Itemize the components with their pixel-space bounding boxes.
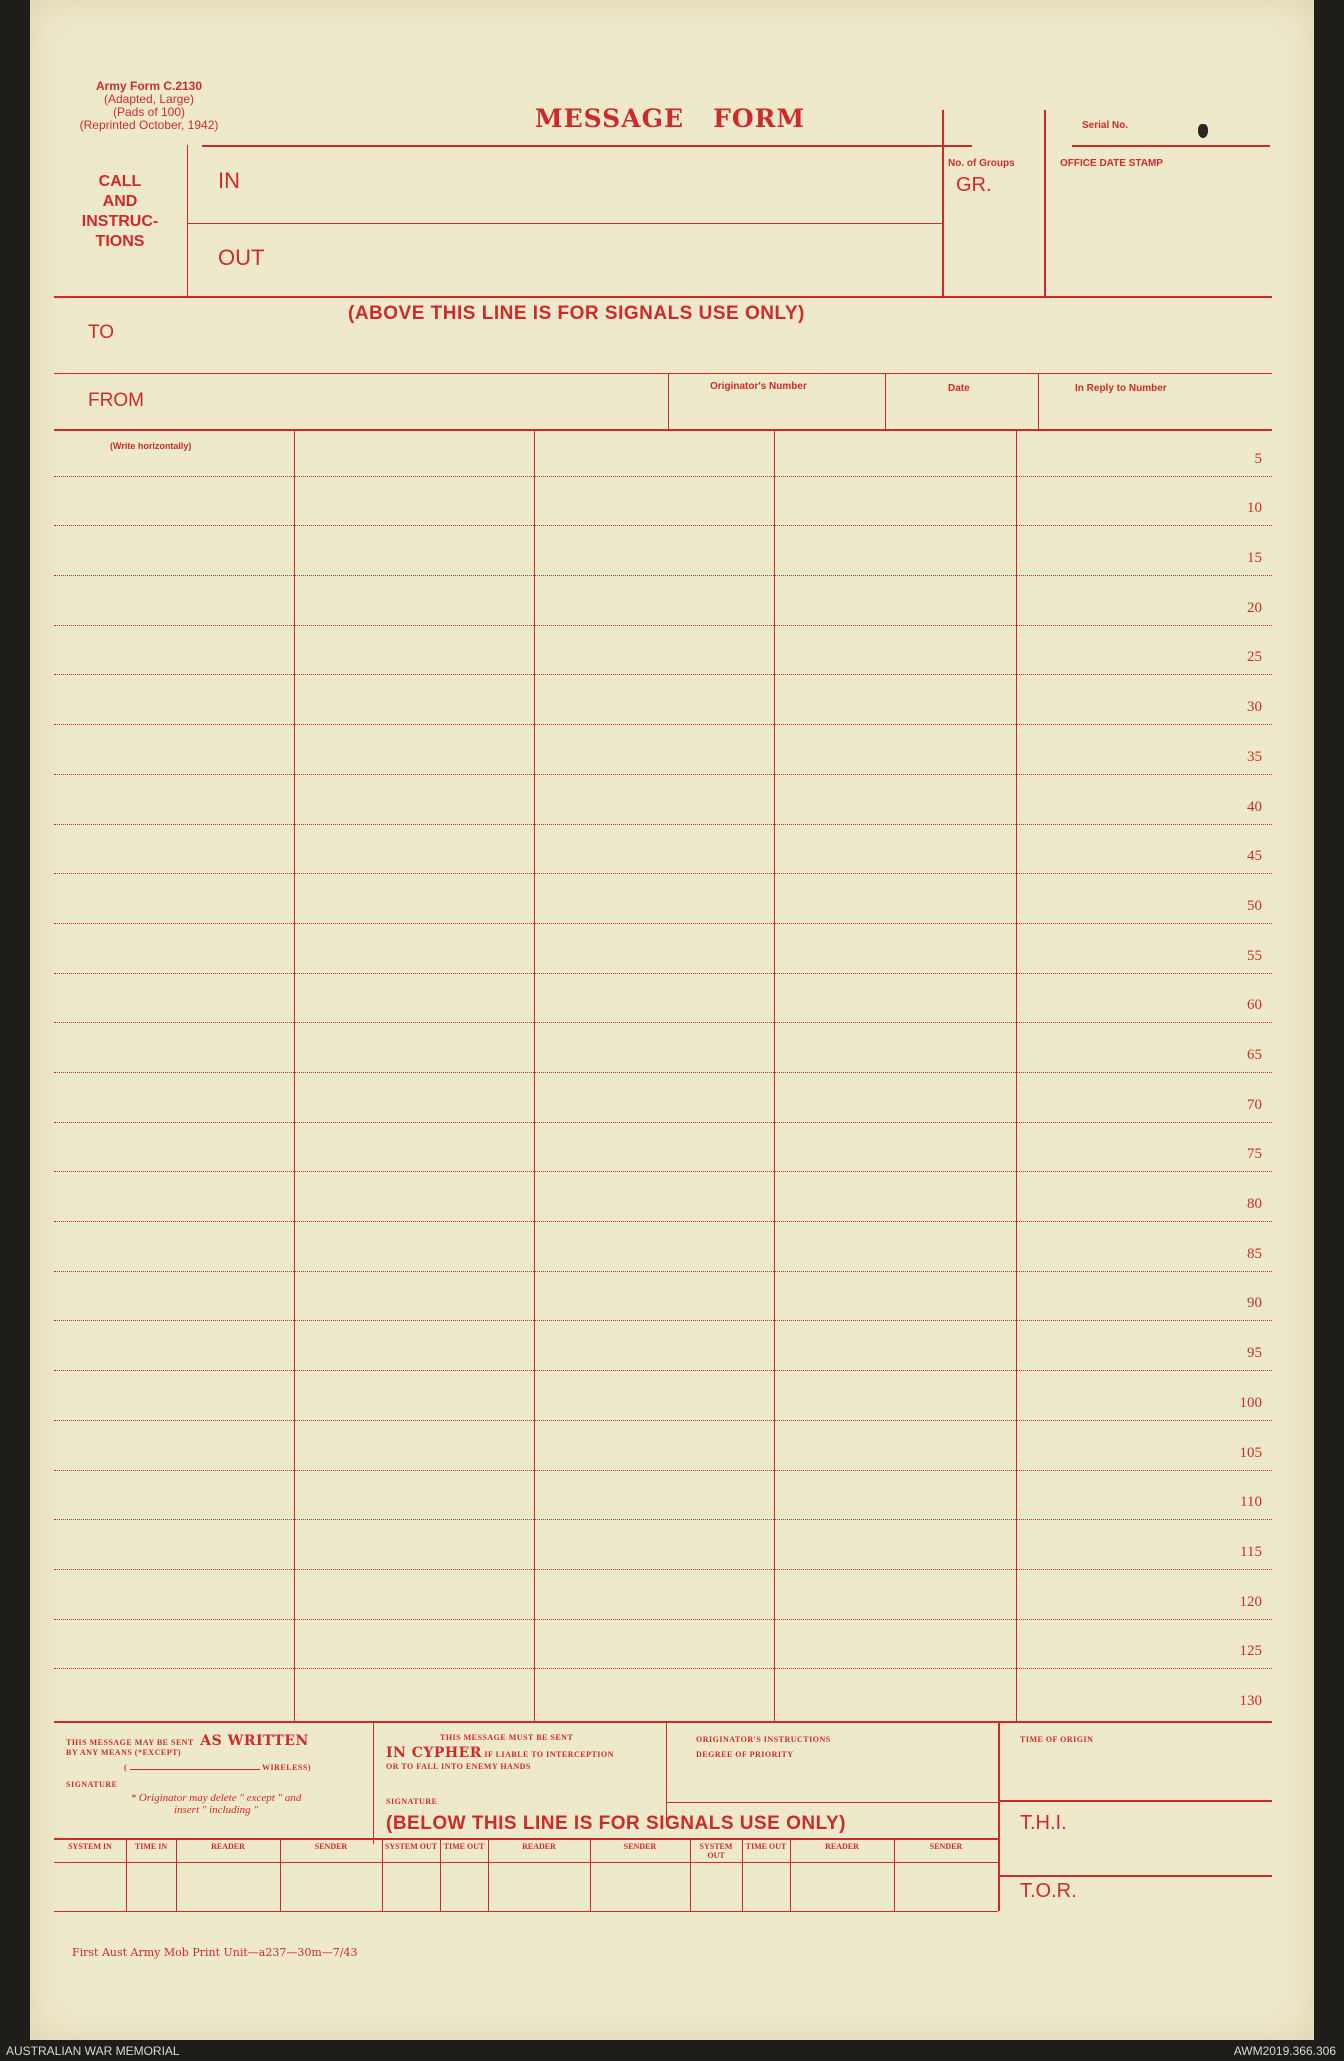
signals-table-header: SYSTEM IN (68, 1842, 112, 1851)
grid-row-line (54, 1221, 1272, 1222)
may-be-sent: THIS MESSAGE MAY BE SENT (66, 1738, 194, 1747)
grid-row-line (54, 724, 1272, 725)
row-number: 55 (1247, 947, 1262, 964)
in-cypher: IN CYPHER (386, 1745, 482, 1761)
grid-col-4 (1016, 429, 1017, 1721)
by-any-means: BY ANY MEANS (*EXCEPT) (66, 1748, 182, 1757)
row-number: 80 (1247, 1196, 1262, 1213)
as-written: AS WRITTEN (200, 1733, 309, 1749)
grid-row-line (54, 625, 1272, 626)
signals-above-rule (54, 296, 1272, 298)
if-liable: IF LIABLE TO INTERCEPTION (484, 1750, 614, 1759)
signals-table-header: READER (825, 1842, 859, 1851)
thi-rule (998, 1875, 1272, 1877)
from-divider-1 (668, 373, 669, 429)
grid-row-line (54, 1569, 1272, 1570)
from-divider-3 (1038, 373, 1039, 429)
row-number: 45 (1247, 848, 1262, 865)
message-bottom-rule (54, 1721, 1272, 1723)
date-label: Date (948, 383, 970, 394)
reply-label: In Reply to Number (1075, 383, 1167, 394)
call-line-4: TIONS (95, 233, 145, 250)
in-out-rule (187, 223, 942, 224)
row-number: 10 (1247, 500, 1262, 517)
top-divider-1 (942, 110, 944, 296)
grid-row-line (54, 1171, 1272, 1172)
grid-row-line (54, 1370, 1272, 1371)
grid-row-line (54, 774, 1272, 775)
row-number: 25 (1247, 649, 1262, 666)
row-number: 95 (1247, 1345, 1262, 1362)
grid-row-line (54, 1320, 1272, 1321)
row-number: 30 (1247, 699, 1262, 716)
out-label: OUT (218, 245, 265, 270)
row-number: 5 (1254, 450, 1262, 467)
signals-table-header: SYSTEM OUT (699, 1842, 733, 1860)
orig-instructions: ORIGINATOR'S INSTRUCTIONS (696, 1735, 831, 1744)
row-number: 90 (1247, 1295, 1262, 1312)
signals-table-header: SENDER (314, 1842, 348, 1851)
signals-table-header: TIME OUT (745, 1842, 787, 1851)
top-divider-2 (1044, 110, 1046, 296)
grid-row-line (54, 575, 1272, 576)
must-be-sent: THIS MESSAGE MUST BE SENT (440, 1733, 574, 1742)
originator-note (66, 1792, 366, 1816)
row-number: 100 (1239, 1394, 1262, 1411)
archive-footer (0, 2040, 1344, 2061)
from-label: FROM (88, 390, 144, 411)
signals-above-text: (ABOVE THIS LINE IS FOR SIGNALS USE ONLY) (348, 303, 805, 324)
signals-table-header: READER (211, 1842, 245, 1851)
call-divider (187, 145, 188, 296)
originator-note-1: * Originator may delete " except " and (130, 1792, 302, 1804)
row-number: 125 (1239, 1643, 1262, 1660)
wireless: WIRELESS) (262, 1763, 311, 1772)
row-number: 70 (1247, 1096, 1262, 1113)
signals-table-header: TIME IN (134, 1842, 168, 1851)
row-number: 15 (1247, 550, 1262, 567)
orig-sig-rule (666, 1802, 998, 1803)
row-number: 40 (1247, 798, 1262, 815)
from-divider-2 (885, 373, 886, 429)
call-line-2: AND (102, 193, 138, 210)
message-top-rule (54, 429, 1272, 431)
signals-table-header: READER (522, 1842, 556, 1851)
grid-row-line (54, 1072, 1272, 1073)
row-number: 110 (1240, 1494, 1262, 1511)
grid-row-line (54, 1519, 1272, 1520)
grid-row-line (54, 1022, 1272, 1023)
call-instructions (70, 172, 170, 252)
thi-label: T.H.I. (1020, 1812, 1067, 1834)
footer-right: AWM2019.366.306 (1233, 2044, 1336, 2058)
form-id-line1: Army Form C.2130 (95, 79, 203, 93)
signals-table-header: SENDER (929, 1842, 963, 1851)
degree-priority: DEGREE OF PRIORITY (696, 1750, 794, 1759)
form-title: MESSAGE FORM (534, 104, 806, 133)
signals-table-bottom (54, 1911, 998, 1912)
grid-row-line (54, 824, 1272, 825)
grid-row-line (54, 873, 1272, 874)
row-number: 65 (1247, 1047, 1262, 1063)
signals-below-text: (BELOW THIS LINE IS FOR SIGNALS USE ONLY) (386, 1813, 846, 1834)
bottom-divider-2 (666, 1721, 667, 1824)
signals-table-header: TIME OUT (443, 1842, 485, 1851)
bottom-divider-3 (998, 1721, 1000, 1911)
form-id-block (54, 80, 244, 132)
grid-row-line (54, 1122, 1272, 1123)
form-id-line4: (Reprinted October, 1942) (79, 118, 219, 132)
form-id-line3: (Pads of 100) (112, 105, 186, 119)
time-origin-rule (998, 1800, 1272, 1802)
grid-col-2 (534, 429, 535, 1721)
form-id-line2: (Adapted, Large) (103, 92, 195, 106)
grid-row-line (54, 1271, 1272, 1272)
signature-1: SIGNATURE (66, 1780, 118, 1789)
serial-rule (1072, 145, 1270, 147)
grid-row-line (54, 674, 1272, 675)
to-label: TO (88, 322, 115, 343)
call-line-1: CALL (98, 173, 142, 190)
wireless-line: ( WIRELESS) (124, 1763, 311, 1772)
originator-note-2: insert " including " (173, 1804, 259, 1816)
row-number: 85 (1247, 1245, 1262, 1262)
groups-value: GR. (956, 174, 992, 196)
time-origin: TIME OF ORIGIN (1020, 1735, 1094, 1744)
row-number: 50 (1247, 897, 1262, 914)
grid-row-line (54, 1619, 1272, 1620)
row-number: 115 (1240, 1543, 1262, 1560)
grid-row-line (54, 1470, 1272, 1471)
signature-2: SIGNATURE (386, 1797, 438, 1806)
tor-label: T.O.R. (1020, 1880, 1077, 1902)
call-line-3: INSTRUC- (81, 213, 159, 230)
row-number: 20 (1247, 599, 1262, 616)
row-number: 60 (1247, 997, 1262, 1014)
serial-mark (1198, 124, 1208, 138)
signals-table-top (54, 1838, 998, 1840)
top-rule (202, 145, 972, 147)
grid-row-line (54, 1420, 1272, 1421)
row-number: 75 (1247, 1146, 1262, 1163)
to-from-rule (54, 373, 1272, 374)
grid-row-line (54, 973, 1272, 974)
row-number: 105 (1239, 1444, 1262, 1461)
signals-table-header-rule (54, 1862, 998, 1863)
write-horizontally: (Write horizontally) (110, 441, 192, 451)
grid-row-line (54, 923, 1272, 924)
originator-number-label: Originator's Number (710, 381, 807, 392)
serial-no-label: Serial No. (1082, 120, 1129, 131)
may-be-sent-text (66, 1733, 309, 1749)
grid-col-3 (774, 429, 775, 1721)
or-to-fall: OR TO FALL INTO ENEMY HANDS (386, 1762, 531, 1771)
signals-table-header: SYSTEM OUT (384, 1842, 438, 1851)
message-form-paper (30, 0, 1314, 2040)
grid-col-1 (294, 429, 295, 1721)
print-unit: First Aust Army Mob Print Unit—a237—30m—7/43 (72, 1946, 358, 1959)
grid-row-line (54, 1668, 1272, 1669)
groups-label: No. of Groups (948, 158, 1015, 169)
bottom-divider-1 (373, 1721, 374, 1844)
row-number: 120 (1239, 1593, 1262, 1610)
signals-table-header: SENDER (623, 1842, 657, 1851)
footer-left: AUSTRALIAN WAR MEMORIAL (6, 2044, 180, 2058)
grid-row-line (54, 476, 1272, 477)
row-number: 35 (1247, 748, 1262, 765)
row-number: 130 (1239, 1693, 1262, 1709)
cypher-line (386, 1745, 614, 1761)
office-stamp-label: OFFICE DATE STAMP (1060, 158, 1163, 169)
in-label: IN (218, 168, 240, 193)
grid-row-line (54, 525, 1272, 526)
